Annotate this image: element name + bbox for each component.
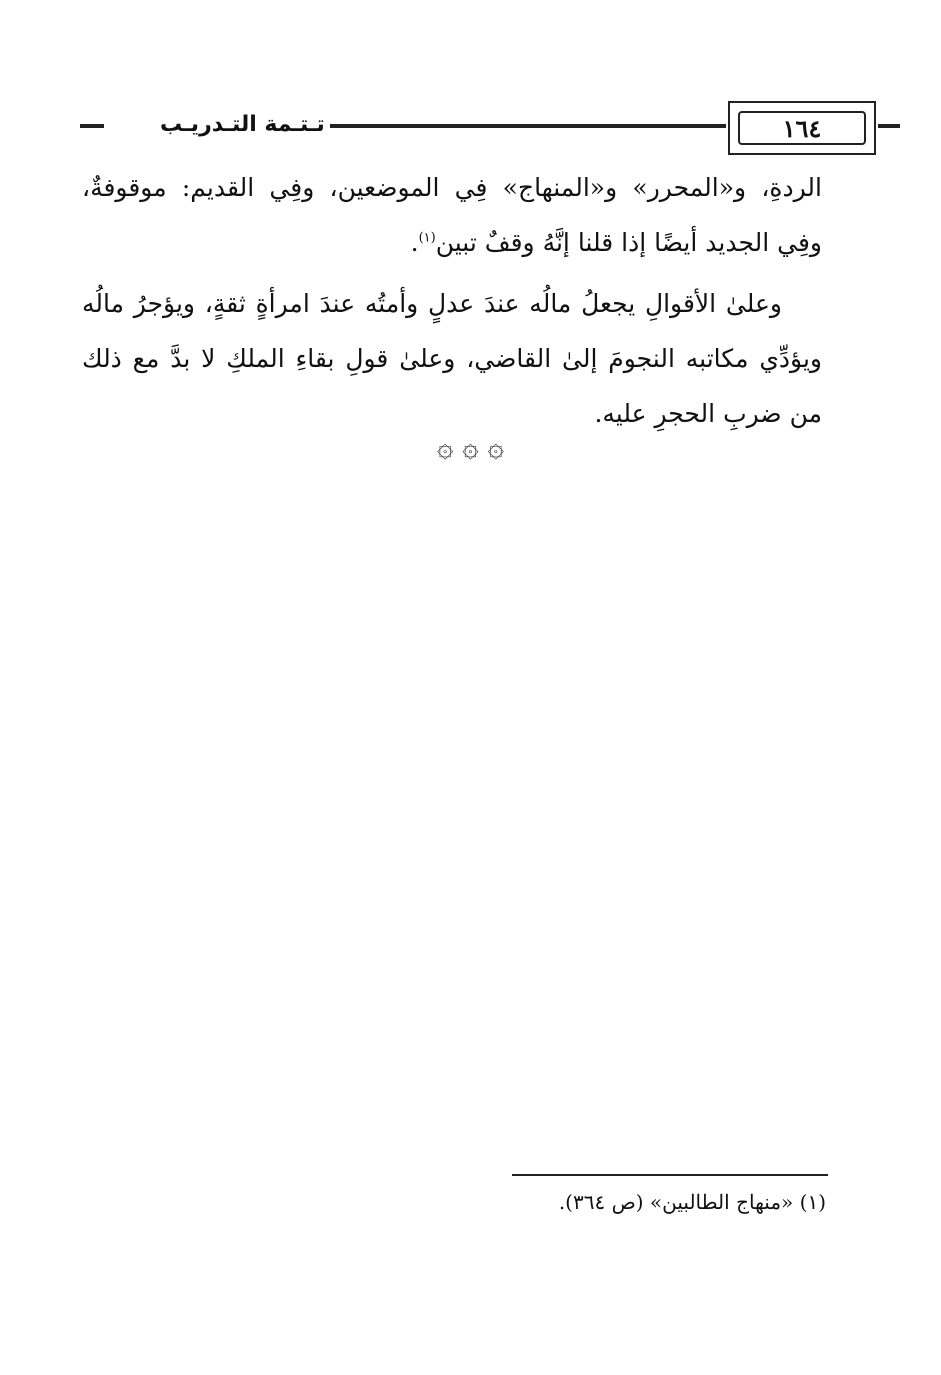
paragraph-1-text: الردةِ، و«المحرر» و«المنهاج» فِي الموضعين، وفِي القديم: موقوفةٌ، وفِي الجديد أيضًا إذا قلنا إنَّهُ وقفٌ تبين [82, 173, 822, 257]
body-text [82, 160, 822, 447]
header-rule-left [80, 124, 104, 128]
footnote-ref: (١) [418, 230, 436, 246]
paragraph-2: وعلىٰ الأقوالِ يجعلُ مالُه عندَ عدلٍ وأمتُه عندَ امرأةٍ ثقةٍ، ويؤجرُ مالُه ويؤدِّي مكاتبه النجومَ إلىٰ القاضي، وعلىٰ قولِ بقاءِ الملكِ لا بدَّ مع ذلك من ضربِ الحجرِ عليه. [82, 289, 822, 428]
paragraph-1 [82, 160, 822, 270]
page-header [80, 98, 828, 158]
page-number-box [728, 101, 876, 155]
header-rule-right [878, 124, 900, 128]
page-number: ١٦٤ [738, 111, 866, 145]
paragraph-1-end: . [410, 228, 419, 257]
running-title: تـتـمة التـدريـب [160, 112, 325, 137]
footnote-rule [512, 1174, 828, 1176]
header-rule-middle [330, 124, 726, 128]
section-ornament: ۞ ۞ ۞ [436, 430, 505, 463]
footnote-text: (١) «منهاج الطالبين» (ص ٣٦٤). [558, 1190, 826, 1214]
